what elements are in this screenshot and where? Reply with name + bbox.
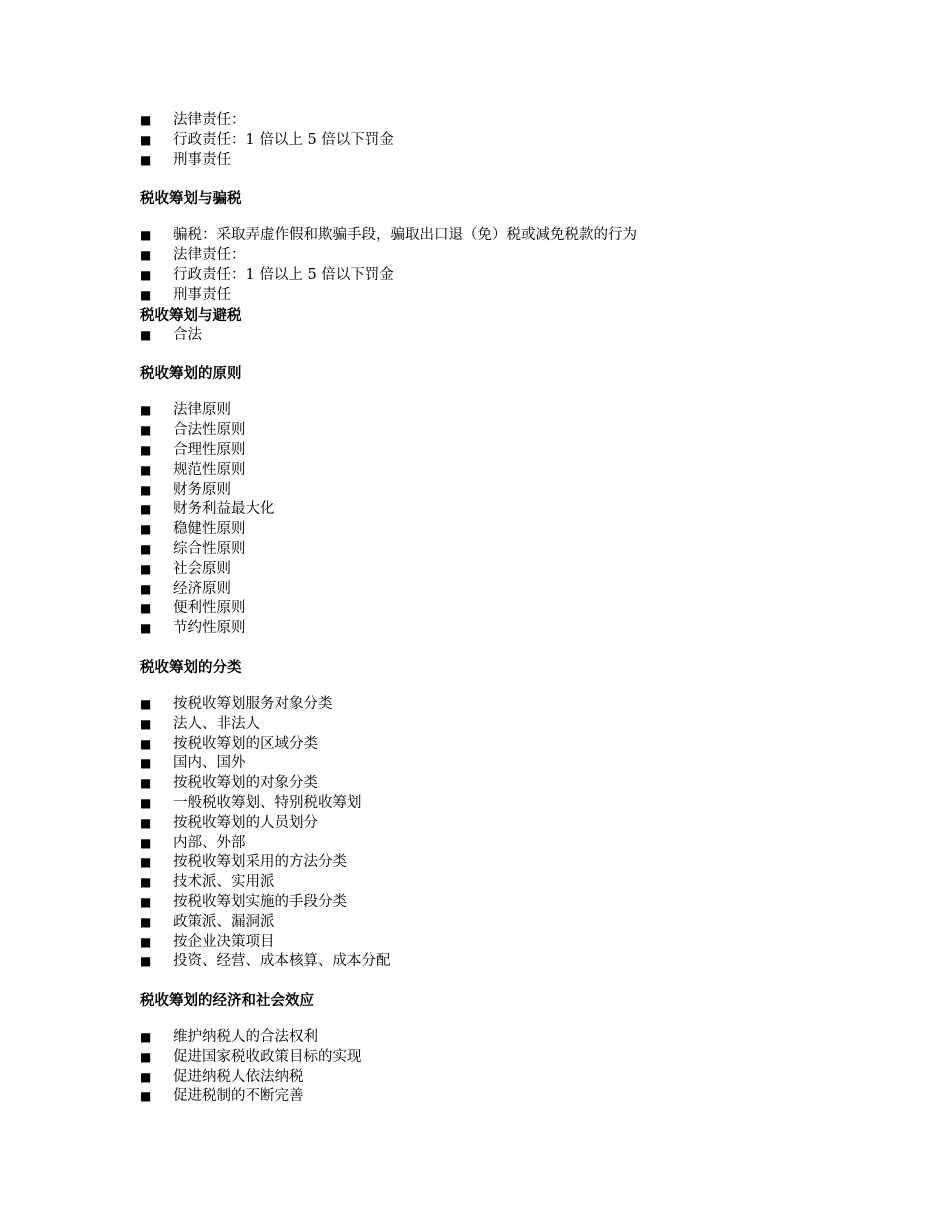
list-item-text: 按税收筹划的对象分类 xyxy=(173,775,318,792)
list-item xyxy=(140,500,820,520)
list-item xyxy=(140,441,820,461)
square-bullet-icon: ■ xyxy=(140,541,152,556)
square-bullet-icon: ■ xyxy=(140,113,152,127)
list-item xyxy=(140,1068,820,1088)
list-item-text: 社会原则 xyxy=(173,560,231,577)
list-item xyxy=(140,893,820,913)
list-item-text: 刑事责任 xyxy=(173,286,231,303)
square-bullet-icon: ■ xyxy=(140,835,152,850)
square-bullet-icon: ■ xyxy=(140,875,152,890)
list-item xyxy=(140,735,820,755)
section-legal-liability-list xyxy=(140,111,820,170)
list-item-text: 按税收筹划实施的手段分类 xyxy=(173,893,347,910)
section-classification-list xyxy=(140,695,820,972)
list-item xyxy=(140,1028,820,1048)
square-bullet-icon: ■ xyxy=(140,954,152,969)
square-bullet-icon: ■ xyxy=(140,228,152,243)
list-item xyxy=(140,111,820,131)
square-bullet-icon: ■ xyxy=(140,522,152,537)
list-item xyxy=(140,246,820,266)
section-heading-effects: 税收筹划的经济和社会效应 xyxy=(140,993,314,1010)
square-bullet-icon: ■ xyxy=(140,462,152,477)
list-item xyxy=(140,131,820,151)
square-bullet-icon: ■ xyxy=(140,716,152,731)
square-bullet-icon: ■ xyxy=(140,601,152,616)
square-bullet-icon: ■ xyxy=(140,776,152,791)
list-item-text: 国内、国外 xyxy=(173,755,246,772)
square-bullet-icon: ■ xyxy=(140,756,152,771)
square-bullet-icon: ■ xyxy=(140,1049,152,1064)
list-item-text: 法人、非法人 xyxy=(173,715,260,732)
list-item-text: 行政责任：1 倍以上 5 倍以下罚金 xyxy=(173,266,394,283)
list-item xyxy=(140,421,820,441)
list-item xyxy=(140,952,820,972)
square-bullet-icon: ■ xyxy=(140,855,152,870)
square-bullet-icon: ■ xyxy=(140,248,152,263)
square-bullet-icon: ■ xyxy=(140,736,152,751)
list-item-text: 促进纳税人依法纳税 xyxy=(173,1068,304,1085)
section-effects-list xyxy=(140,1028,820,1107)
list-item xyxy=(140,873,820,893)
list-item xyxy=(140,853,820,873)
list-item-text: 合理性原则 xyxy=(173,441,246,458)
list-item-text: 促进税制的不断完善 xyxy=(173,1088,304,1105)
list-item xyxy=(140,754,820,774)
list-item-text: 促进国家税收政策目标的实现 xyxy=(173,1048,362,1065)
list-item xyxy=(140,151,820,171)
list-item-text: 节约性原则 xyxy=(173,620,246,637)
list-item xyxy=(140,695,820,715)
list-item-text: 法律原则 xyxy=(173,402,231,419)
section-tax-fraud-list xyxy=(140,226,820,305)
list-item-text: 按企业决策项目 xyxy=(173,933,275,950)
list-item-text: 财务原则 xyxy=(173,481,231,498)
list-item xyxy=(140,794,820,814)
list-item xyxy=(140,814,820,834)
list-item xyxy=(140,599,820,619)
list-item xyxy=(140,1087,820,1107)
list-item xyxy=(140,226,820,246)
list-item-text: 按税收筹划的区域分类 xyxy=(173,735,318,752)
square-bullet-icon: ■ xyxy=(140,561,152,576)
list-item-text: 投资、经营、成本核算、成本分配 xyxy=(173,953,391,970)
section-tax-avoidance-list xyxy=(140,326,820,346)
list-item xyxy=(140,326,820,346)
square-bullet-icon: ■ xyxy=(140,1030,152,1045)
list-item xyxy=(140,266,820,286)
list-item-text: 便利性原则 xyxy=(173,600,246,617)
square-bullet-icon: ■ xyxy=(140,934,152,949)
square-bullet-icon: ■ xyxy=(140,403,152,418)
list-item xyxy=(140,774,820,794)
list-item xyxy=(140,481,820,501)
square-bullet-icon: ■ xyxy=(140,267,152,282)
section-heading-classification: 税收筹划的分类 xyxy=(140,659,242,676)
square-bullet-icon: ■ xyxy=(140,482,152,497)
list-item-text: 一般税收筹划、特别税收筹划 xyxy=(173,794,362,811)
list-item-text: 合法性原则 xyxy=(173,422,246,439)
list-item xyxy=(140,540,820,560)
square-bullet-icon: ■ xyxy=(140,327,152,342)
list-item xyxy=(140,834,820,854)
square-bullet-icon: ■ xyxy=(140,696,152,711)
list-item xyxy=(140,560,820,580)
list-item xyxy=(140,580,820,600)
list-item-text: 内部、外部 xyxy=(173,834,246,851)
list-item xyxy=(140,461,820,481)
square-bullet-icon: ■ xyxy=(140,287,152,302)
square-bullet-icon: ■ xyxy=(140,1089,152,1104)
square-bullet-icon: ■ xyxy=(140,914,152,929)
section-heading-principles: 税收筹划的原则 xyxy=(140,366,242,383)
square-bullet-icon: ■ xyxy=(140,894,152,909)
list-item xyxy=(140,933,820,953)
section-principles-list xyxy=(140,401,820,639)
section-heading-tax-fraud: 税收筹划与骗税 xyxy=(140,191,242,208)
list-item-text: 技术派、实用派 xyxy=(173,874,275,891)
list-item-text: 经济原则 xyxy=(173,580,231,597)
list-item-text: 法律责任： xyxy=(173,247,246,264)
square-bullet-icon: ■ xyxy=(140,442,152,457)
list-item-text: 维护纳税人的合法权利 xyxy=(173,1029,318,1046)
list-item xyxy=(140,619,820,639)
list-item-text: 规范性原则 xyxy=(173,461,246,478)
list-item xyxy=(140,1048,820,1068)
list-item xyxy=(140,715,820,735)
square-bullet-icon: ■ xyxy=(140,502,152,517)
document-page xyxy=(140,111,820,1107)
list-item-text: 法律责任： xyxy=(173,112,246,128)
list-item-text: 综合性原则 xyxy=(173,540,246,557)
list-item-text: 政策派、漏洞派 xyxy=(173,913,275,930)
square-bullet-icon: ■ xyxy=(140,1069,152,1084)
list-item-text: 财务利益最大化 xyxy=(173,501,275,518)
square-bullet-icon: ■ xyxy=(140,581,152,596)
list-item-text: 合法 xyxy=(173,326,202,343)
list-item-text: 行政责任：1 倍以上 5 倍以下罚金 xyxy=(173,131,394,148)
section-heading-tax-avoidance: 税收筹划与避税 xyxy=(140,307,242,324)
list-item xyxy=(140,401,820,421)
square-bullet-icon: ■ xyxy=(140,795,152,810)
square-bullet-icon: ■ xyxy=(140,132,152,147)
list-item-text: 按税收筹划服务对象分类 xyxy=(173,695,333,712)
square-bullet-icon: ■ xyxy=(140,815,152,830)
list-item-text: 按税收筹划的人员划分 xyxy=(173,814,318,831)
list-item xyxy=(140,286,820,306)
square-bullet-icon: ■ xyxy=(140,621,152,636)
list-item-text: 骗税：采取弄虚作假和欺骗手段，骗取出口退（免）税或减免税款的行为 xyxy=(173,227,637,244)
list-item-text: 刑事责任 xyxy=(173,151,231,168)
square-bullet-icon: ■ xyxy=(140,152,152,167)
list-item-text: 稳健性原则 xyxy=(173,521,246,538)
list-item xyxy=(140,913,820,933)
list-item-text: 按税收筹划采用的方法分类 xyxy=(173,854,347,871)
list-item xyxy=(140,520,820,540)
square-bullet-icon: ■ xyxy=(140,423,152,438)
